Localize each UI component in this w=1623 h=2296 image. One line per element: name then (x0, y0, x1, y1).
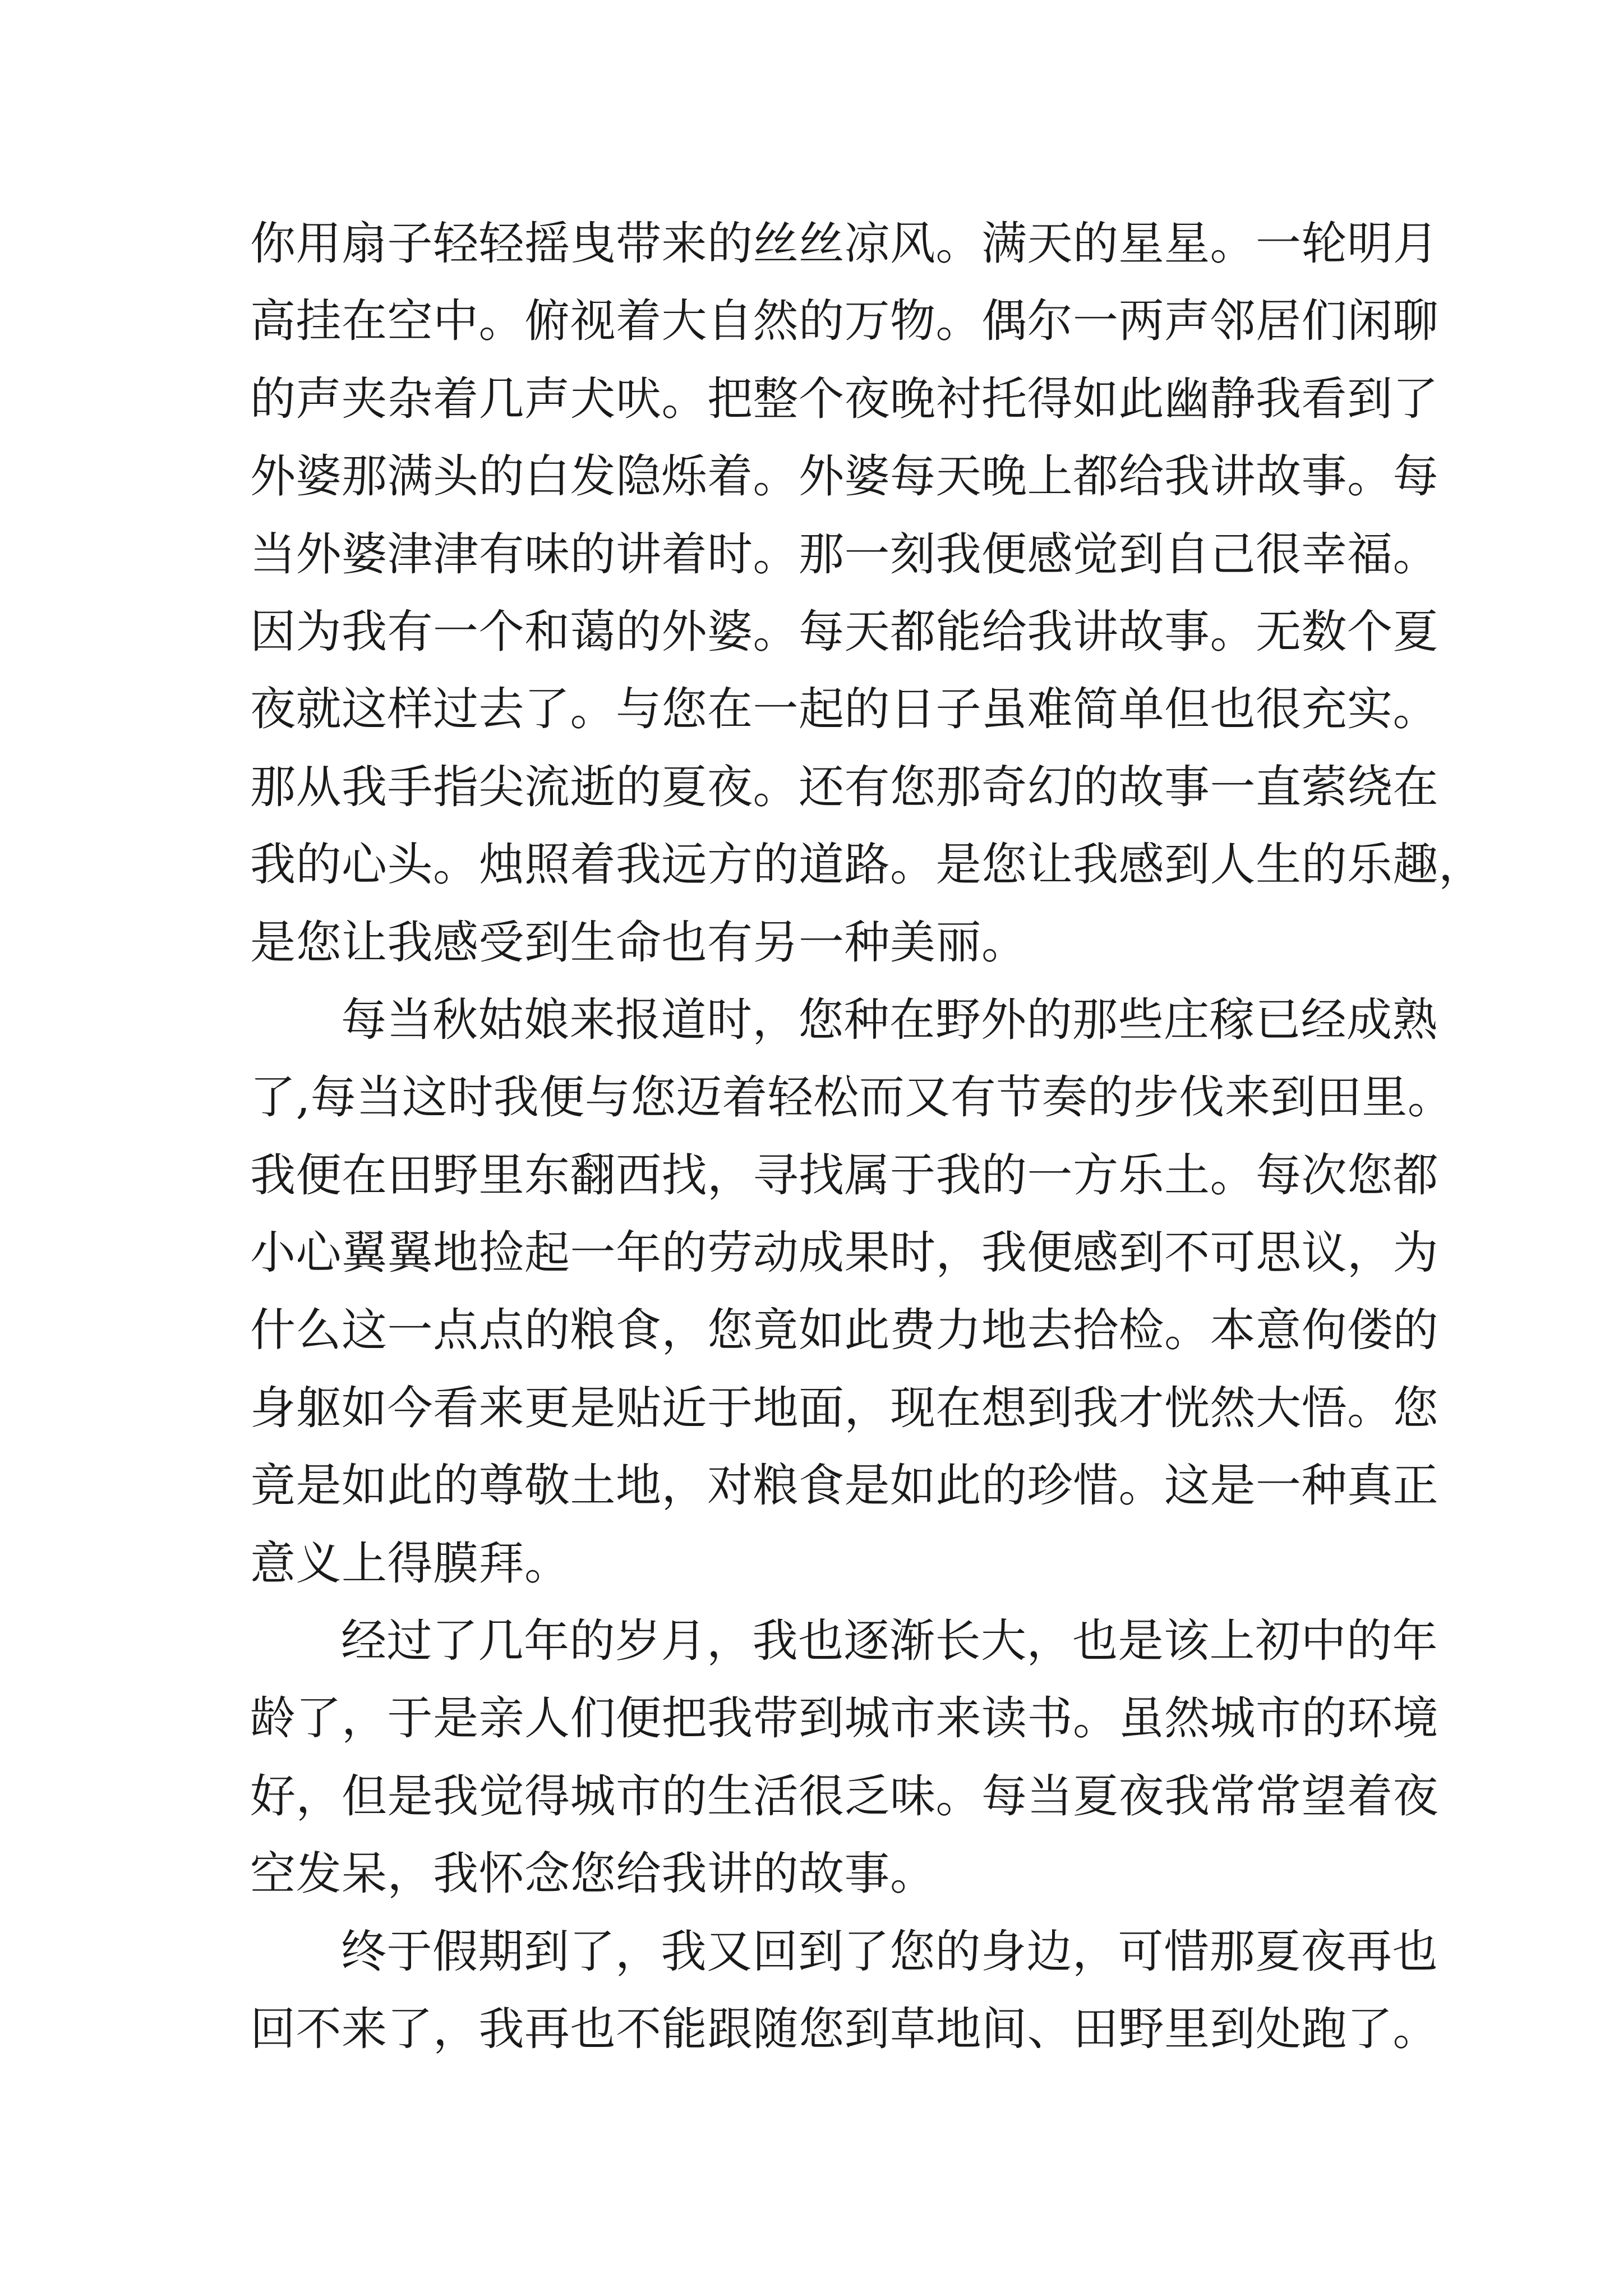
text-line: 当外婆津津有味的讲着时。那一刻我便感觉到自己很幸福。 (250, 528, 1439, 581)
text-line: 因为我有一个和蔼的外婆。每天都能给我讲故事。无数个夏 (250, 605, 1439, 659)
paragraph (250, 982, 1454, 1603)
text-line: 空发呆，我怀念您给我讲的故事。 (250, 1848, 936, 1901)
text-line: 龄了，于是亲人们便把我带到城市来读书。虽然城市的环境 (250, 1692, 1439, 1746)
text-line: 每当秋姑娘来报道时，您种在野外的那些庄稼已经成熟 (341, 993, 1438, 1047)
paragraph (250, 205, 1484, 982)
text-line: 小心翼翼地捡起一年的劳动成果时，我便感到不可思议，为 (250, 1227, 1439, 1280)
text-line: 外婆那满头的白发隐烁着。外婆每天晚上都给我讲故事。每 (250, 450, 1439, 504)
paragraph (250, 1603, 1439, 1913)
text-line: 夜就这样过去了。与您在一起的日子虽难简单但也很充实。 (250, 683, 1439, 737)
document-body (250, 205, 1484, 2068)
text-line: 竟是如此的尊敬土地，对粮食是如此的珍惜。这是一种真正 (250, 1460, 1439, 1513)
text-line: 我的心头。烛照着我远方的道路。是您让我感到人生的乐趣， (250, 839, 1484, 892)
text-line: 经过了几年的岁月，我也逐渐长大，也是该上初中的年 (341, 1615, 1438, 1668)
text-line: 高挂在空中。俯视着大自然的万物。偶尔一两声邻居们闲聊 (250, 295, 1439, 348)
paragraph (250, 1913, 1439, 2069)
text-line: 是您让我感受到生命也有另一种美丽。 (250, 916, 1027, 969)
text-line: 身躯如今看来更是贴近于地面，现在想到我才恍然大悟。您 (250, 1382, 1439, 1435)
text-line: 的声夹杂着几声犬吠。把整个夜晚衬托得如此幽静我看到了 (250, 372, 1439, 426)
text-line: 回不来了，我再也不能跟随您到草地间、田野里到处跑了。 (250, 2003, 1439, 2056)
text-line: 了,每当这时我便与您迈着轻松而又有节奏的步伐来到田里。 (250, 1071, 1454, 1125)
text-line: 什么这一点点的粮食，您竟如此费力地去拾检。本意佝偻的 (250, 1304, 1439, 1358)
text-line: 终于假期到了，我又回到了您的身边，可惜那夏夜再也 (341, 1925, 1438, 1978)
text-line: 你用扇子轻轻摇曳带来的丝丝凉风。满天的星星。一轮明月 (250, 218, 1439, 270)
text-line: 我便在田野里东翻西找，寻找属于我的一方乐土。每次您都 (250, 1149, 1439, 1202)
text-line: 那从我手指尖流逝的夏夜。还有您那奇幻的故事一直萦绕在 (250, 761, 1439, 814)
text-line: 意义上得膜拜。 (250, 1537, 570, 1590)
text-line: 好，但是我觉得城市的生活很乏味。每当夏夜我常常望着夜 (250, 1770, 1439, 1823)
